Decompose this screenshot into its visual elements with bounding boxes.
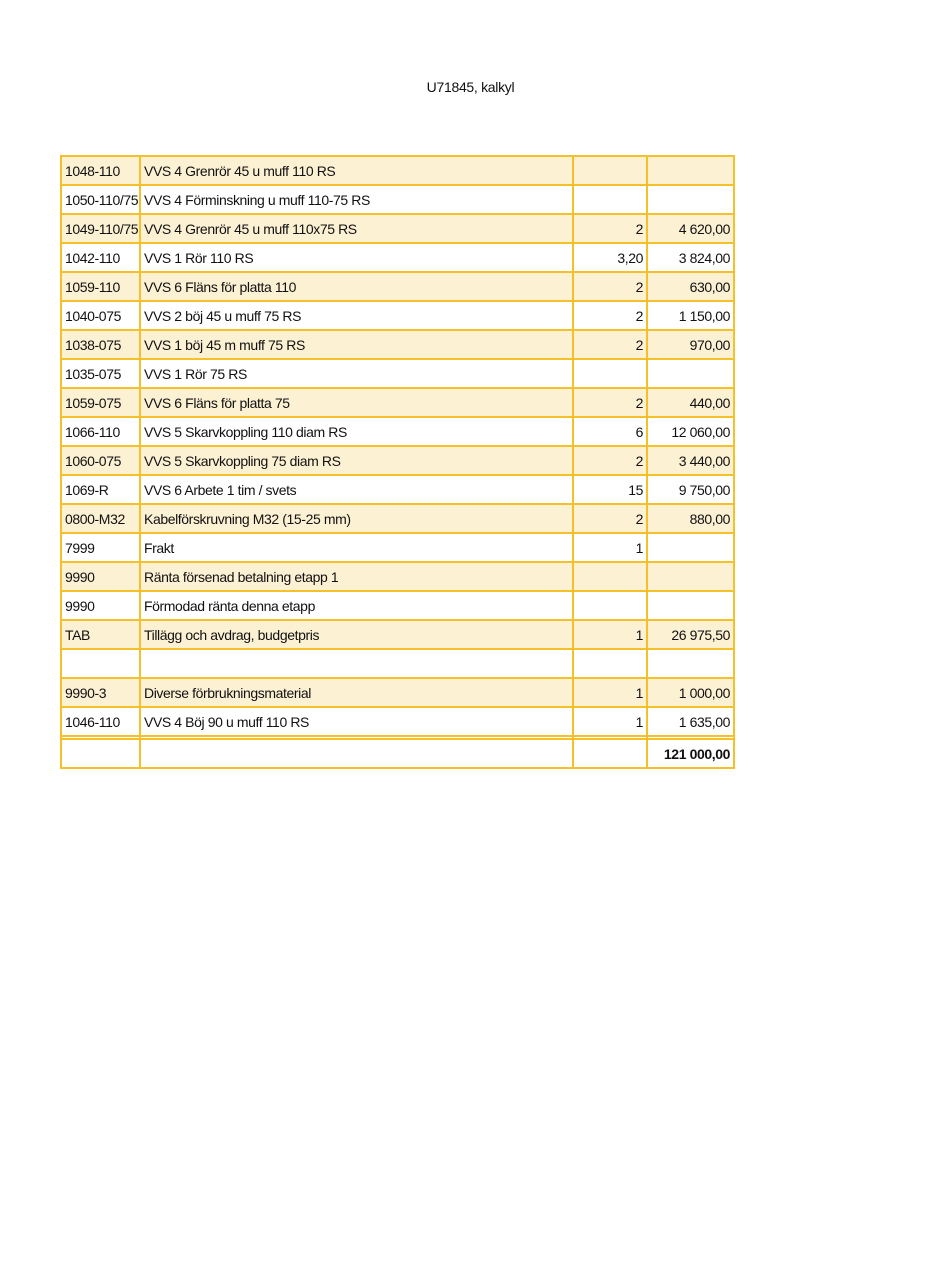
item-description: Förmodad ränta denna etapp	[140, 591, 573, 620]
table-row	[61, 388, 734, 417]
item-amount: 1 150,00	[647, 301, 734, 330]
item-quantity: 3,20	[573, 243, 647, 272]
item-description: VVS 6 Fläns för platta 110	[140, 272, 573, 301]
item-description: VVS 4 Grenrör 45 u muff 110x75 RS	[140, 214, 573, 243]
item-quantity: 2	[573, 272, 647, 301]
item-description: Diverse förbrukningsmaterial	[140, 678, 573, 707]
item-description: VVS 1 Rör 75 RS	[140, 359, 573, 388]
item-description: VVS 2 böj 45 u muff 75 RS	[140, 301, 573, 330]
item-code: 1046-110	[61, 707, 140, 736]
item-amount: 630,00	[647, 272, 734, 301]
calculation-table-body	[61, 156, 734, 768]
item-amount: 440,00	[647, 388, 734, 417]
item-description: VVS 5 Skarvkoppling 75 diam RS	[140, 446, 573, 475]
item-quantity: 1	[573, 533, 647, 562]
item-amount	[647, 591, 734, 620]
item-quantity: 1	[573, 707, 647, 736]
table-row	[61, 156, 734, 185]
item-code: 1040-075	[61, 301, 140, 330]
table-row	[61, 591, 734, 620]
item-code: 1059-110	[61, 272, 140, 301]
total-quantity-cell	[573, 739, 647, 768]
item-amount: 12 060,00	[647, 417, 734, 446]
item-code: 1048-110	[61, 156, 140, 185]
item-description: VVS 6 Fläns för platta 75	[140, 388, 573, 417]
table-row	[61, 620, 734, 649]
item-amount: 3 440,00	[647, 446, 734, 475]
table-row	[61, 214, 734, 243]
item-code: 1050-110/75	[61, 185, 140, 214]
item-code: TAB	[61, 620, 140, 649]
table-row	[61, 185, 734, 214]
item-code: 1035-075	[61, 359, 140, 388]
item-quantity: 2	[573, 301, 647, 330]
item-code: 1049-110/75	[61, 214, 140, 243]
item-quantity: 15	[573, 475, 647, 504]
item-amount: 3 824,00	[647, 243, 734, 272]
item-description: VVS 4 Böj 90 u muff 110 RS	[140, 707, 573, 736]
item-amount: 9 750,00	[647, 475, 734, 504]
table-row	[61, 330, 734, 359]
item-code: 9990	[61, 562, 140, 591]
item-code: 1066-110	[61, 417, 140, 446]
table-row	[61, 562, 734, 591]
item-amount	[647, 156, 734, 185]
item-amount	[647, 562, 734, 591]
item-description: Frakt	[140, 533, 573, 562]
item-code: 7999	[61, 533, 140, 562]
item-code: 1042-110	[61, 243, 140, 272]
item-quantity: 1	[573, 620, 647, 649]
document-title: U71845, kalkyl	[426, 79, 515, 95]
item-code: 1060-075	[61, 446, 140, 475]
item-description: VVS 1 böj 45 m muff 75 RS	[140, 330, 573, 359]
total-code-cell	[61, 739, 140, 768]
item-quantity: 2	[573, 388, 647, 417]
item-amount: 880,00	[647, 504, 734, 533]
table-row	[61, 359, 734, 388]
item-code: 1069-R	[61, 475, 140, 504]
total-description-cell	[140, 739, 573, 768]
item-description: VVS 4 Förminskning u muff 110-75 RS	[140, 185, 573, 214]
item-amount	[647, 185, 734, 214]
item-quantity	[573, 185, 647, 214]
item-quantity	[573, 649, 647, 678]
item-amount: 26 975,50	[647, 620, 734, 649]
table-row	[61, 678, 734, 707]
calculation-table	[60, 155, 735, 769]
item-quantity: 1	[573, 678, 647, 707]
item-code	[61, 649, 140, 678]
item-description: VVS 6 Arbete 1 tim / svets	[140, 475, 573, 504]
item-amount	[647, 533, 734, 562]
item-code: 1038-075	[61, 330, 140, 359]
table-row	[61, 649, 734, 678]
table-row	[61, 417, 734, 446]
item-amount: 4 620,00	[647, 214, 734, 243]
item-quantity: 2	[573, 330, 647, 359]
item-amount: 1 635,00	[647, 707, 734, 736]
item-quantity	[573, 156, 647, 185]
item-description: Ränta försenad betalning etapp 1	[140, 562, 573, 591]
table-row	[61, 533, 734, 562]
item-quantity: 2	[573, 446, 647, 475]
table-row	[61, 272, 734, 301]
item-quantity: 2	[573, 504, 647, 533]
total-row	[61, 739, 734, 768]
item-code: 1059-075	[61, 388, 140, 417]
item-quantity	[573, 591, 647, 620]
item-description: Tillägg och avdrag, budgetpris	[140, 620, 573, 649]
item-quantity: 6	[573, 417, 647, 446]
item-code: 9990	[61, 591, 140, 620]
item-description	[140, 649, 573, 678]
item-quantity	[573, 359, 647, 388]
item-description: VVS 1 Rör 110 RS	[140, 243, 573, 272]
table-row	[61, 446, 734, 475]
item-code: 0800-M32	[61, 504, 140, 533]
table-row	[61, 707, 734, 736]
item-quantity: 2	[573, 214, 647, 243]
item-description: VVS 4 Grenrör 45 u muff 110 RS	[140, 156, 573, 185]
table-row	[61, 243, 734, 272]
item-quantity	[573, 562, 647, 591]
table-row	[61, 301, 734, 330]
total-amount: 121 000,00	[647, 739, 734, 768]
item-amount: 1 000,00	[647, 678, 734, 707]
table-row	[61, 504, 734, 533]
table-row	[61, 475, 734, 504]
item-description: Kabelförskruvning M32 (15-25 mm)	[140, 504, 573, 533]
item-amount	[647, 359, 734, 388]
item-description: VVS 5 Skarvkoppling 110 diam RS	[140, 417, 573, 446]
item-amount	[647, 649, 734, 678]
item-amount: 970,00	[647, 330, 734, 359]
item-code: 9990-3	[61, 678, 140, 707]
